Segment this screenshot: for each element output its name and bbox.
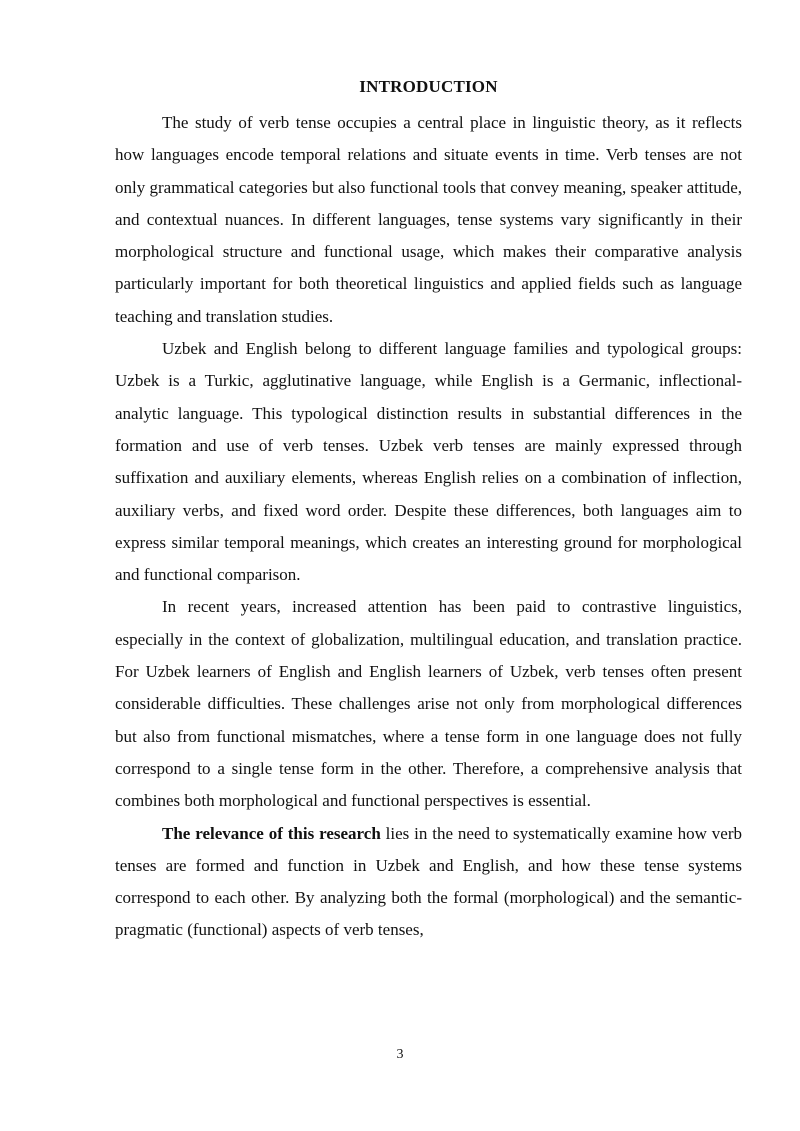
- paragraph-3: In recent years, increased attention has been paid to contrastive linguistics, especially in the context of globalization, multilingual education, and translation practice. For Uzbek learners of English and English learners of Uzbek, verb tenses often present considerable difficulties. These challenges arise not only from morphological differences but also from functional mismatches, where a tense form in one language does not fully correspond to a single tense form in the other. Therefore, a comprehensive analysis that combines both morphological and functional perspectives is essential.: [115, 597, 742, 811]
- relevance-lead-phrase: The relevance of this research: [162, 823, 381, 843]
- page-content: [115, 75, 742, 947]
- paragraph-2: Uzbek and English belong to different language families and typological groups: Uzbek is a Turkic, agglutinative language, while English is a Germanic, inflectional-analytic language. This typological distinction results in substantial differences in the formation and use of verb tenses. Uzbek verb tenses are mainly expressed through suffixation and auxiliary elements, whereas English relies on a combination of inflection, auxiliary verbs, and fixed word order. Despite these differences, both languages aim to express similar temporal meanings, which creates an interesting ground for morphological and functional comparison.: [115, 339, 742, 585]
- paragraph-1: The study of verb tense occupies a central place in linguistic theory, as it reflects how languages encode temporal relations and situate events in time. Verb tenses are not only grammatical categories but also functional tools that convey meaning, speaker attitude, and contextual nuances. In different languages, tense systems vary significantly in their morphological structure and functional usage, which makes their comparative analysis particularly important for both theoretical linguistics and applied fields such as language teaching and translation studies.: [115, 113, 742, 326]
- paragraph-4: [115, 818, 742, 947]
- section-title: INTRODUCTION: [359, 77, 498, 96]
- page-number: 3: [396, 1047, 404, 1062]
- paragraph-4-text: lies in the need to systematically examine how verb tenses are formed and function in Uzbek and English, and how these tense systems correspond to each other. By analyzing both the formal (morphological) and the semantic-pragmatic (functional) aspects of verb tenses,: [115, 823, 742, 940]
